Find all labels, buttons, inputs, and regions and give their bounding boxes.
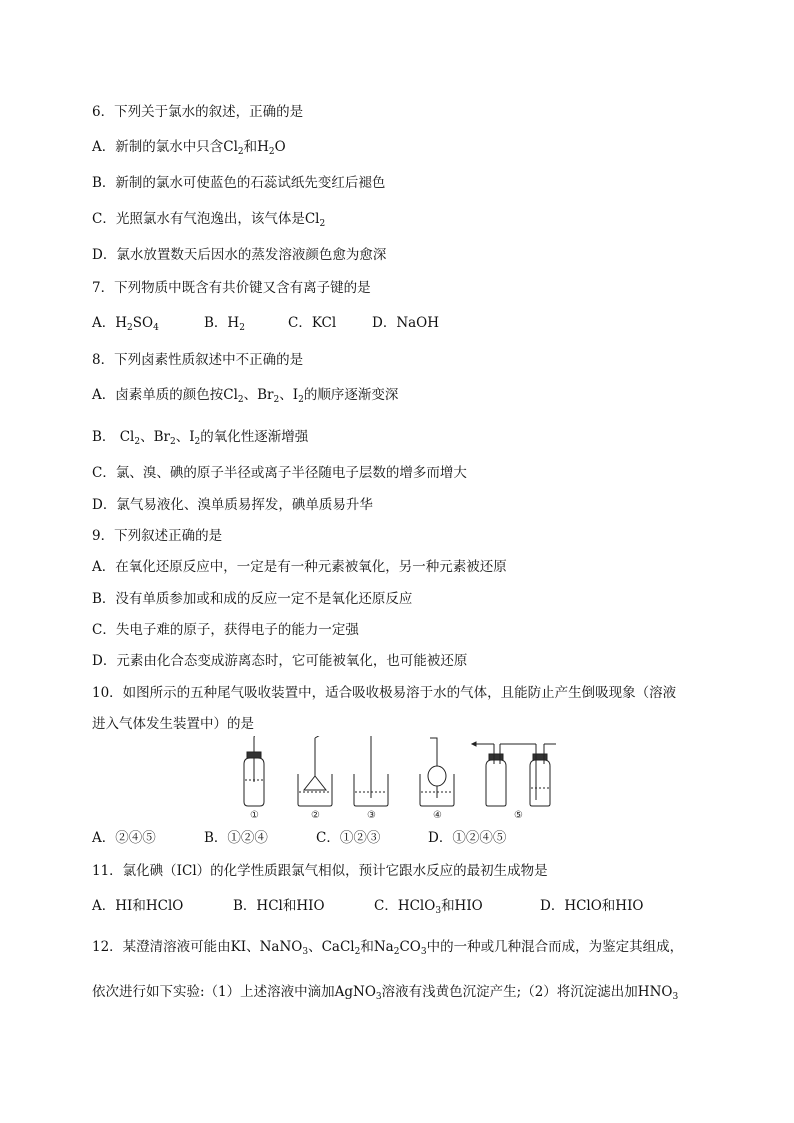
apparatus-1 <box>244 736 264 806</box>
q10-options <box>92 829 506 847</box>
q6-option-a: A．新制的氯水中只含$Cl_2$和$H_2O$ <box>92 139 286 157</box>
q10-stem-line2: 进入气体发生装置中）的是 <box>92 716 254 732</box>
q11-option-a: A．HI和HClO <box>92 898 184 914</box>
q11-options <box>92 897 644 915</box>
q8-option-d: D．氯气易液化、溴单质易挥发，碘单质易升华 <box>92 497 373 513</box>
q12-line1: 12．某澄清溶液可能由KI、NaNO$_3$、CaCl$_2$和$Na_2CO_3$中的一种或几种混合而成，为鉴定其组成， <box>92 939 684 957</box>
q6-stem: 6．下列关于氯水的叙述，正确的是 <box>92 104 304 120</box>
q6-option-b: B．新制的氯水可使蓝色的石蕊试纸先变红后褪色 <box>92 175 386 191</box>
q7-option-b: B．$H_2$ <box>204 315 245 333</box>
apparatus-4 <box>420 738 454 806</box>
q7-option-c: C．KCl <box>288 315 337 331</box>
q8-option-b: B． $Cl_2$、$Br_2$、$I_2$的氧化性逐渐增强 <box>92 429 309 447</box>
gas-absorption-apparatus-figure <box>232 736 562 822</box>
apparatus-label-4: ④ <box>433 810 442 821</box>
q9-option-c: C．失电子难的原子，获得电子的能力一定强 <box>92 622 359 638</box>
q8-option-a: A．卤素单质的颜色按$Cl_2$、$Br_2$、$I_2$的顺序逐渐变深 <box>92 387 399 405</box>
apparatus-5 <box>472 742 556 806</box>
q8-option-c: C．氯、溴、碘的原子半径或离子半径随电子层数的增多而增大 <box>92 465 467 481</box>
q7-stem: 7．下列物质中既含有共价键又含有离子键的是 <box>92 280 371 296</box>
q10-option-c: C．①②③ <box>316 830 381 846</box>
apparatus-2 <box>298 736 332 806</box>
q10-option-b: B．①②④ <box>204 830 268 846</box>
q7-option-a: A．$H_2SO_4$ <box>92 315 159 333</box>
q10-stem-line1: 10．如图所示的五种尾气吸收装置中，适合吸收极易溶于水的气体，且能防止产生倒吸现象（溶液 <box>92 685 677 701</box>
q11-option-d: D．HClO和HIO <box>540 898 644 914</box>
q9-option-a: A．在氧化还原反应中，一定是有一种元素被氧化，另一种元素被还原 <box>92 559 507 575</box>
q6-option-d: D．氯水放置数天后因水的蒸发溶液颜色愈为愈深 <box>92 247 387 263</box>
q11-option-b: B．HCl和HIO <box>233 898 325 914</box>
apparatus-label-5: ⑤ <box>514 810 523 821</box>
q10-option-a: A．②④⑤ <box>92 830 156 846</box>
apparatus-label-2: ② <box>311 810 320 821</box>
q7-options <box>92 314 439 332</box>
q12-line2: 依次进行如下实验:（1）上述溶液中滴加AgNO$_3$溶液有浅黄色沉淀产生;（2）将沉淀滤出加$HNO_3$ <box>92 984 679 1002</box>
q6-option-c: C．光照氯水有气泡逸出，该气体是$Cl_2$ <box>92 211 326 229</box>
apparatus-label-3: ③ <box>367 810 376 821</box>
apparatus-3 <box>354 736 388 806</box>
q9-stem: 9．下列叙述正确的是 <box>92 528 223 544</box>
q9-option-b: B．没有单质参加或和成的反应一定不是氧化还原反应 <box>92 591 413 607</box>
q7-option-d: D．NaOH <box>372 315 440 331</box>
q11-option-c: C．HClO$_3$和HIO <box>374 898 483 916</box>
q10-option-d: D．①②④⑤ <box>428 830 507 846</box>
apparatus-label-1: ① <box>250 810 259 821</box>
q11-stem: 11．氯化碘（ICl）的化学性质跟氯气相似，预计它跟水反应的最初生成物是 <box>92 863 548 879</box>
q8-stem: 8．下列卤素性质叙述中不正确的是 <box>92 352 304 368</box>
q9-option-d: D．元素由化合态变成游离态时，它可能被氧化，也可能被还原 <box>92 653 468 669</box>
